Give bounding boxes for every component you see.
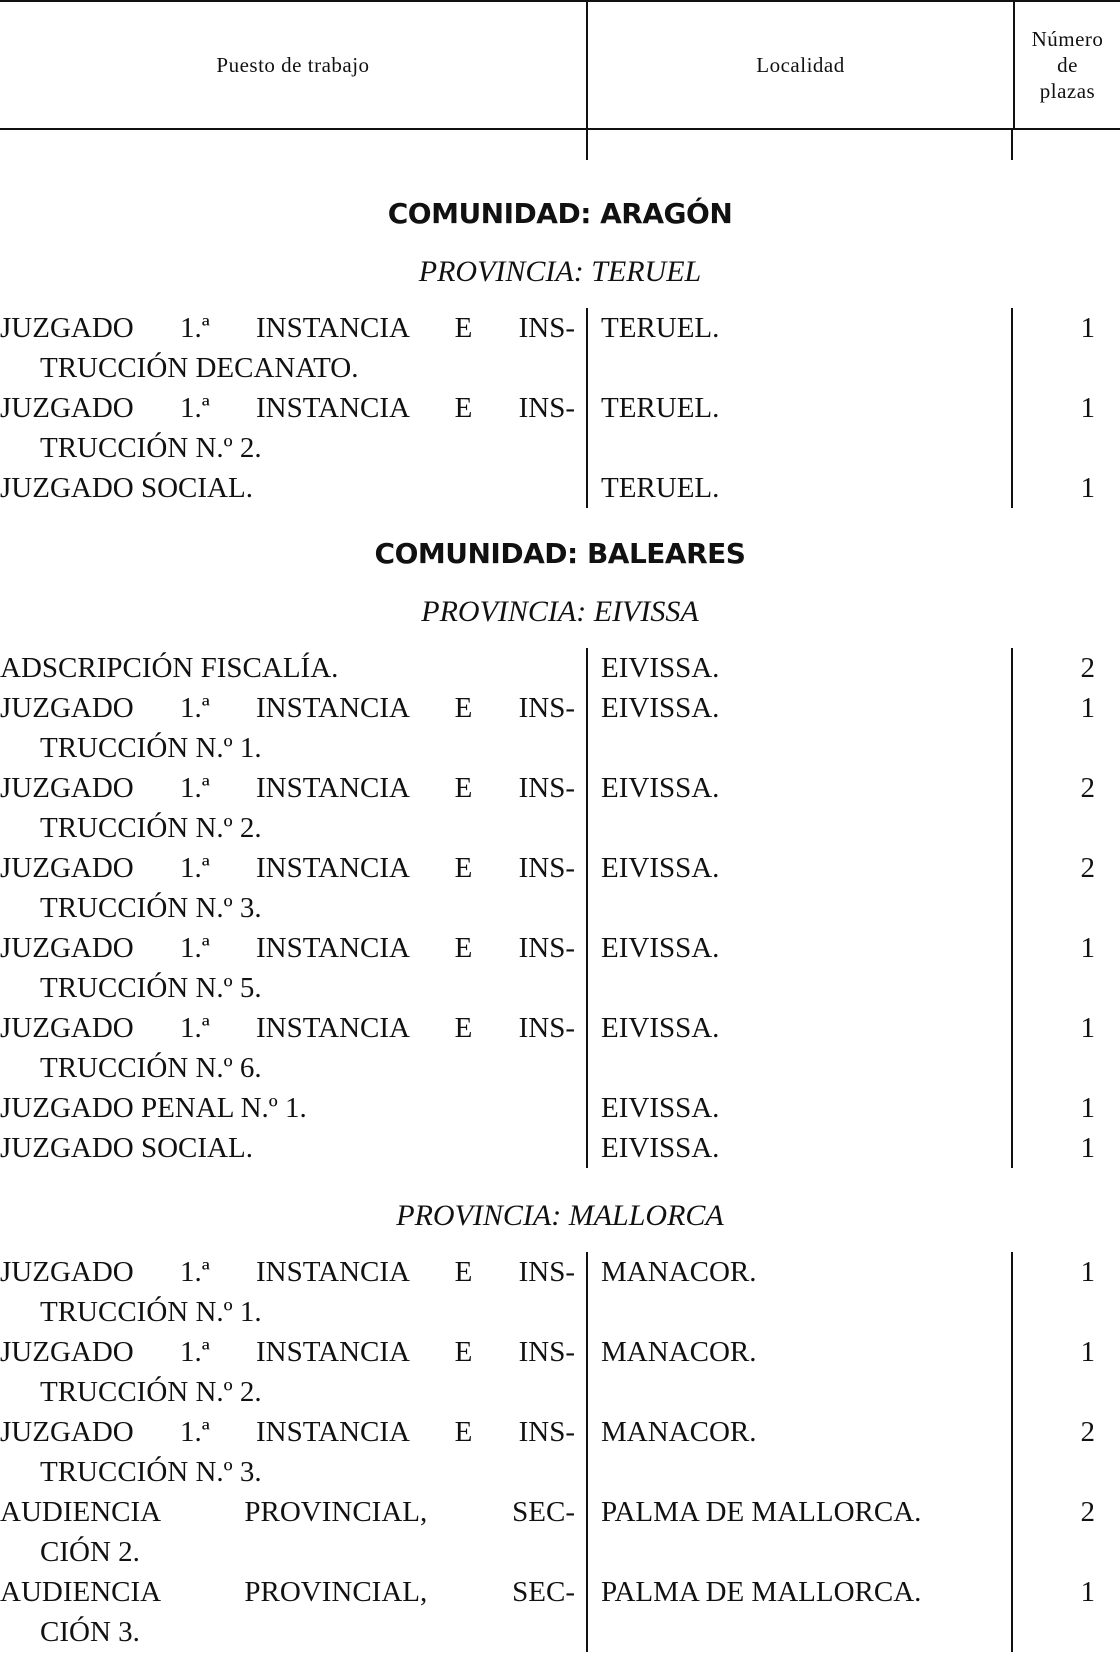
table-row bbox=[0, 1128, 1120, 1168]
puesto-line: AUDIENCIA PROVINCIAL, SEC- bbox=[0, 1576, 575, 1608]
puesto-cell bbox=[0, 388, 586, 468]
localidad-cell: TERUEL. bbox=[586, 468, 1013, 508]
plazas-cell: 1 bbox=[1080, 472, 1095, 504]
localidad-cell: EIVISSA. bbox=[586, 1008, 1013, 1088]
header-numero-line: Número bbox=[1031, 27, 1104, 51]
plazas-cell: 2 bbox=[1080, 1496, 1095, 1528]
puesto-cell bbox=[0, 1088, 586, 1128]
plazas-cell: 1 bbox=[1080, 1132, 1095, 1164]
localidad-cell: MANACOR. bbox=[586, 1412, 1013, 1492]
puesto-line: ADSCRIPCIÓN FISCALÍA. bbox=[0, 652, 339, 684]
table-row bbox=[0, 1088, 1120, 1128]
plazas-cell: 1 bbox=[1080, 392, 1095, 424]
puesto-cell bbox=[0, 768, 586, 848]
puesto-cell bbox=[0, 1412, 586, 1492]
row-group bbox=[0, 1252, 1120, 1652]
puesto-cell bbox=[0, 688, 586, 768]
puesto-line-continued: CIÓN 3. bbox=[40, 1616, 140, 1648]
localidad-cell: EIVISSA. bbox=[586, 648, 1013, 688]
table-header bbox=[0, 0, 1120, 130]
localidad-cell: PALMA DE MALLORCA. bbox=[586, 1572, 1013, 1652]
plazas-cell: 2 bbox=[1080, 1416, 1095, 1448]
puesto-cell bbox=[0, 1128, 586, 1168]
puesto-line: JUZGADO 1.ª INSTANCIA E INS- bbox=[0, 772, 575, 804]
plazas-cell: 1 bbox=[1080, 1012, 1095, 1044]
puesto-line-continued: TRUCCIÓN N.º 1. bbox=[40, 732, 262, 764]
puesto-line-continued: TRUCCIÓN N.º 2. bbox=[40, 1376, 262, 1408]
table-row bbox=[0, 1332, 1120, 1412]
puesto-line: JUZGADO SOCIAL. bbox=[0, 472, 253, 504]
localidad-cell: TERUEL. bbox=[586, 388, 1013, 468]
puesto-cell bbox=[0, 928, 586, 1008]
table-row bbox=[0, 308, 1120, 388]
puesto-cell bbox=[0, 1332, 586, 1412]
plazas-cell: 1 bbox=[1080, 932, 1095, 964]
provincia-heading: PROVINCIA: TERUEL bbox=[418, 255, 702, 288]
puesto-cell bbox=[0, 1572, 586, 1652]
table-body bbox=[0, 194, 1120, 1652]
localidad-cell: TERUEL. bbox=[586, 308, 1013, 388]
table-row bbox=[0, 388, 1120, 468]
puesto-line-continued: TRUCCIÓN N.º 2. bbox=[40, 432, 262, 464]
puesto-line-continued: TRUCCIÓN N.º 6. bbox=[40, 1052, 262, 1084]
puesto-line-continued: TRUCCIÓN N.º 5. bbox=[40, 972, 262, 1004]
localidad-cell: EIVISSA. bbox=[586, 768, 1013, 848]
puesto-line: JUZGADO SOCIAL. bbox=[0, 1132, 253, 1164]
header-numero-line: plazas bbox=[1039, 79, 1096, 103]
localidad-cell: EIVISSA. bbox=[586, 848, 1013, 928]
table-row bbox=[0, 768, 1120, 848]
header-numero-line: de bbox=[1057, 53, 1078, 77]
puesto-cell bbox=[0, 308, 586, 388]
plazas-cell: 1 bbox=[1080, 1336, 1095, 1368]
header-puesto: Puesto de trabajo bbox=[0, 2, 588, 128]
puesto-line: JUZGADO 1.ª INSTANCIA E INS- bbox=[0, 1012, 575, 1044]
puesto-cell bbox=[0, 1492, 586, 1572]
localidad-cell: PALMA DE MALLORCA. bbox=[586, 1492, 1013, 1572]
puesto-line: JUZGADO 1.ª INSTANCIA E INS- bbox=[0, 392, 575, 424]
table-row bbox=[0, 648, 1120, 688]
puesto-cell bbox=[0, 1008, 586, 1088]
table-row bbox=[0, 848, 1120, 928]
puesto-line: JUZGADO 1.ª INSTANCIA E INS- bbox=[0, 1256, 575, 1288]
plazas-cell: 1 bbox=[1080, 1256, 1095, 1288]
column-divider bbox=[1011, 128, 1013, 160]
puesto-cell bbox=[0, 648, 586, 688]
row-group bbox=[0, 308, 1120, 508]
column-divider bbox=[586, 128, 588, 160]
puesto-line-continued: TRUCCIÓN N.º 1. bbox=[40, 1296, 262, 1328]
row-group bbox=[0, 648, 1120, 1168]
table-row bbox=[0, 468, 1120, 508]
header-numero bbox=[1015, 2, 1120, 128]
table-row bbox=[0, 688, 1120, 768]
puesto-line: JUZGADO 1.ª INSTANCIA E INS- bbox=[0, 692, 575, 724]
table-row bbox=[0, 1572, 1120, 1652]
localidad-cell: EIVISSA. bbox=[586, 1088, 1013, 1128]
plazas-cell: 1 bbox=[1080, 692, 1095, 724]
provincia-heading: PROVINCIA: EIVISSA bbox=[421, 595, 699, 628]
puesto-line-continued: TRUCCIÓN N.º 2. bbox=[40, 812, 262, 844]
plazas-cell: 2 bbox=[1080, 852, 1095, 884]
puesto-line-continued: CIÓN 2. bbox=[40, 1536, 140, 1568]
comunidad-heading: COMUNIDAD: BALEARES bbox=[374, 537, 746, 570]
table-row bbox=[0, 1412, 1120, 1492]
puesto-line-continued: TRUCCIÓN N.º 3. bbox=[40, 892, 262, 924]
table-row bbox=[0, 1252, 1120, 1332]
puesto-line-continued: TRUCCIÓN DECANATO. bbox=[40, 352, 359, 384]
localidad-cell: EIVISSA. bbox=[586, 1128, 1013, 1168]
plazas-cell: 1 bbox=[1080, 1092, 1095, 1124]
plazas-cell: 1 bbox=[1080, 1576, 1095, 1608]
provincia-heading: PROVINCIA: MALLORCA bbox=[396, 1199, 724, 1232]
puesto-line: JUZGADO 1.ª INSTANCIA E INS- bbox=[0, 852, 575, 884]
localidad-cell: MANACOR. bbox=[586, 1252, 1013, 1332]
puesto-line: JUZGADO 1.ª INSTANCIA E INS- bbox=[0, 312, 575, 344]
plazas-cell: 2 bbox=[1080, 652, 1095, 684]
table-row bbox=[0, 928, 1120, 1008]
table-row bbox=[0, 1492, 1120, 1572]
plazas-cell: 2 bbox=[1080, 772, 1095, 804]
localidad-cell: MANACOR. bbox=[586, 1332, 1013, 1412]
puesto-line: JUZGADO PENAL N.º 1. bbox=[0, 1092, 307, 1124]
puesto-cell bbox=[0, 468, 586, 508]
puesto-cell bbox=[0, 848, 586, 928]
table-row bbox=[0, 1008, 1120, 1088]
puesto-line: JUZGADO 1.ª INSTANCIA E INS- bbox=[0, 1416, 575, 1448]
puesto-line: AUDIENCIA PROVINCIAL, SEC- bbox=[0, 1496, 575, 1528]
localidad-cell: EIVISSA. bbox=[586, 688, 1013, 768]
puesto-line: JUZGADO 1.ª INSTANCIA E INS- bbox=[0, 932, 575, 964]
comunidad-heading: COMUNIDAD: ARAGÓN bbox=[387, 197, 733, 230]
header-localidad: Localidad bbox=[588, 2, 1015, 128]
puesto-cell bbox=[0, 1252, 586, 1332]
puesto-line-continued: TRUCCIÓN N.º 3. bbox=[40, 1456, 262, 1488]
puesto-line: JUZGADO 1.ª INSTANCIA E INS- bbox=[0, 1336, 575, 1368]
localidad-cell: EIVISSA. bbox=[586, 928, 1013, 1008]
plazas-cell: 1 bbox=[1080, 312, 1095, 344]
